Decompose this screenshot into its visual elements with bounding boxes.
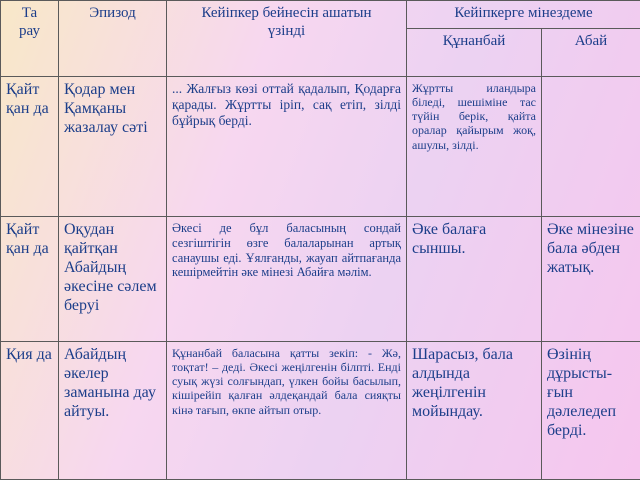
header-kunanbay-text: Құнанбай (442, 33, 506, 49)
row3-taray-text: Қия да (6, 346, 52, 363)
row3-taray (1, 342, 59, 480)
row2-abay-text: Әке мінезіне бала әбден жатық. (547, 221, 634, 276)
row1-taray-text: Қайт қан да (6, 81, 49, 117)
row1-attitude (167, 77, 407, 217)
header-taray-text: Та рау (19, 5, 40, 39)
row1-episode (59, 77, 167, 217)
row3-kunanbay-text: Шарасыз, бала алдында жеңілгенін мойындау. (412, 346, 513, 420)
header-kunanbay (407, 29, 542, 77)
row3-attitude (167, 342, 407, 480)
row3-kunanbay (407, 342, 542, 480)
table-row (1, 342, 640, 480)
row2-kunanbay-text: Әке балаға сыншы. (412, 221, 487, 257)
row1-attitude-text: ... Жалғыз көзі оттай қадалып, Қодарға қарады. Жұртты іріп, сақ етіп, зілді бұйрық берді. (172, 81, 401, 128)
row1-abay (542, 77, 640, 217)
table-row (1, 77, 640, 217)
header-taray (1, 1, 59, 77)
row3-attitude-text: Құнанбай баласына қатты зекіп: - Жә, тоқтат! – деді. Әкесі жеңілгенін білпті. Енді суық жүзі солғындап, үлкен бойы басылып, кішірейіп қалған әлдеқандай бала сияқты кінә тағып, өкпе айтып отыр. (172, 346, 401, 417)
row3-episode (59, 342, 167, 480)
row3-abay (542, 342, 640, 480)
row1-episode-text: Қодар мен Қамқаны жазалау сәті (64, 81, 148, 136)
header-attitude (167, 1, 407, 77)
header-episode-text: Эпизод (89, 5, 136, 21)
row2-kunanbay (407, 217, 542, 342)
header-character-attitude (407, 1, 640, 29)
row1-kunanbay (407, 77, 542, 217)
row1-kunanbay-text: Жұртты иландыра біледі, шешіміне тас түйін берік, қайта оралар қайырым жоқ, ашулы, зілді. (412, 81, 536, 152)
header-abay (542, 29, 640, 77)
header-attitude-text: Кейіпкер бейнесін ашатын үзінді (201, 5, 372, 39)
row2-episode-text: Оқудан қайтқан Абайдың әкесіне сәлем беруі (64, 221, 157, 314)
row2-attitude-text: Әкесі де бұл баласының сондай сезгіштігін өзге балаларынан артық санаушы еді. Ұялғанды, жауап айтпағанда кешірмейтін әке мінезі Абайға мәлім. (172, 221, 401, 280)
header-character-attitude-text: Кейіпкерге мінездеме (454, 5, 593, 21)
table-row (1, 217, 640, 342)
row3-episode-text: Абайдың әкелер заманына дау айтуы. (64, 346, 156, 420)
row2-taray-text: Қайт қан да (6, 221, 49, 257)
row1-taray (1, 77, 59, 217)
header-episode (59, 1, 167, 77)
row2-taray (1, 217, 59, 342)
row2-episode (59, 217, 167, 342)
row2-abay (542, 217, 640, 342)
row3-abay-text: Өзінің дұрысты-ғын дәлеледеп берді. (547, 346, 617, 439)
row2-attitude (167, 217, 407, 342)
header-abay-text: Абай (574, 33, 608, 49)
